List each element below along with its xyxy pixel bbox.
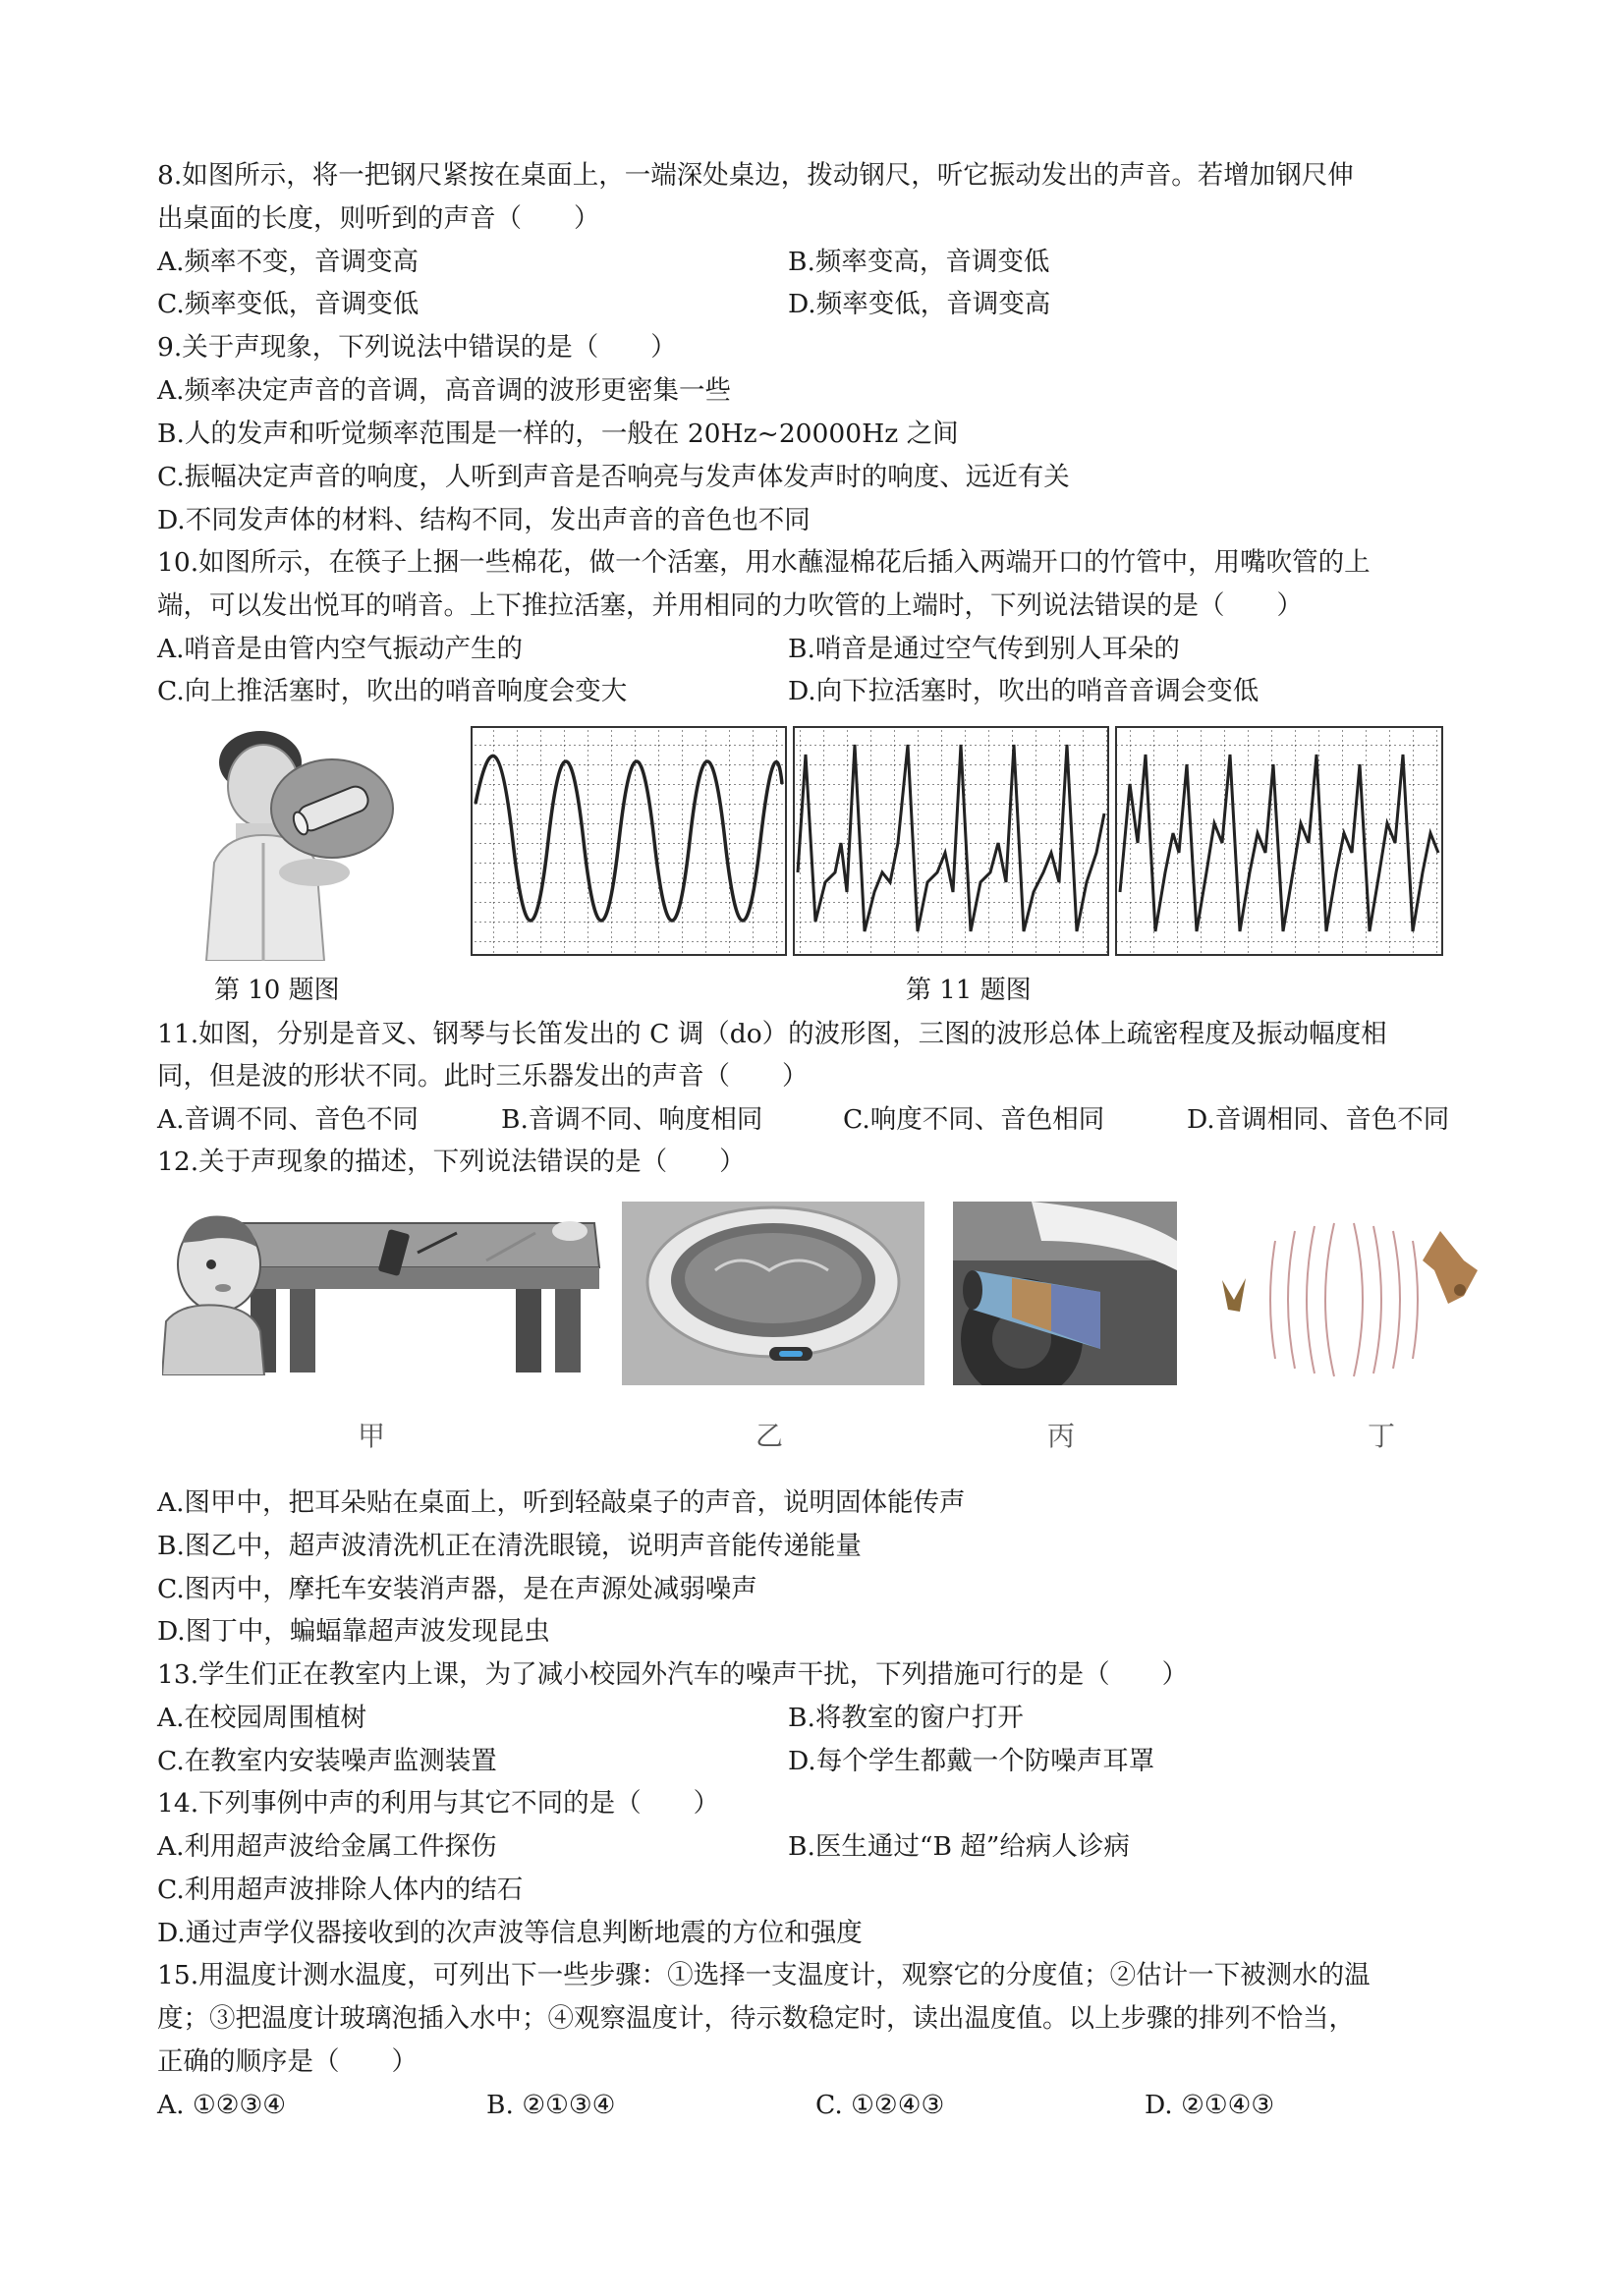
q8-option-c: C.频率变低，音调变低 bbox=[157, 289, 420, 319]
q14-stem: 14.下列事例中声的利用与其它不同的是（ ） bbox=[157, 1788, 720, 1819]
q14-option-d: D.通过声学仪器接收到的次声波等信息判断地震的方位和强度 bbox=[157, 1918, 863, 1948]
q12-figure-label-yi: 乙 bbox=[756, 1420, 784, 1452]
q12-option-a: A.图甲中，把耳朵贴在桌面上，听到轻敲桌子的声音，说明固体能传声 bbox=[157, 1487, 966, 1518]
q12-figure-label-ding: 丁 bbox=[1368, 1420, 1396, 1452]
q11-option-c: C.响度不同、音色相同 bbox=[843, 1104, 1105, 1135]
q11-option-a: A.音调不同、音色不同 bbox=[157, 1104, 420, 1135]
q10-option-b: B.哨音是通过空气传到别人耳朵的 bbox=[788, 634, 1180, 664]
q12-option-b: B.图乙中，超声波清洗机正在清洗眼镜，说明声音能传递能量 bbox=[157, 1531, 862, 1561]
q14-option-a: A.利用超声波给金属工件探伤 bbox=[157, 1831, 497, 1862]
q15-option-d: D. ②①④③ bbox=[1145, 2090, 1275, 2120]
q12-option-d: D.图丁中，蝙蝠靠超声波发现昆虫 bbox=[157, 1616, 550, 1647]
waveform-piano-panel bbox=[794, 727, 1108, 955]
q9-option-a: A.频率决定声音的音调，高音调的波形更密集一些 bbox=[157, 375, 732, 406]
q13-option-a: A.在校园周围植树 bbox=[157, 1703, 367, 1733]
q10-figure-whistle bbox=[196, 725, 398, 961]
q15-option-c: C. ①②④③ bbox=[815, 2090, 945, 2120]
q9-option-d: D.不同发声体的材料、结构不同，发出声音的音色也不同 bbox=[157, 505, 811, 535]
q15-option-b: B. ②①③④ bbox=[486, 2090, 616, 2120]
q15-stem-line3: 正确的顺序是（ ） bbox=[157, 2046, 418, 2077]
q8-option-a: A.频率不变，音调变高 bbox=[157, 247, 420, 277]
q15-stem-line1: 15.用温度计测水温度，可列出下一些步骤：①选择一支温度计，观察它的分度值；②估计一下被测水的温 bbox=[157, 1960, 1371, 1990]
q10-figure-caption: 第 10 题图 bbox=[214, 976, 340, 1005]
q11-figure-caption: 第 11 题图 bbox=[906, 976, 1032, 1005]
q11-stem-line2: 同，但是波的形状不同。此时三乐器发出的声音（ ） bbox=[157, 1061, 809, 1092]
q10-option-d: D.向下拉活塞时，吹出的哨音音调会变低 bbox=[788, 676, 1259, 706]
q12-figure-label-bing: 丙 bbox=[1047, 1420, 1076, 1452]
q12-stem: 12.关于声现象的描述，下列说法错误的是（ ） bbox=[157, 1147, 746, 1177]
q12-figure-bing-muffler bbox=[953, 1202, 1177, 1385]
q11-option-d: D.音调相同、音色不同 bbox=[1187, 1104, 1450, 1135]
q8-option-d: D.频率变低，音调变高 bbox=[788, 289, 1051, 319]
q8-stem-line2: 出桌面的长度，则听到的声音（ ） bbox=[157, 203, 600, 234]
q13-option-c: C.在教室内安装噪声监测装置 bbox=[157, 1746, 497, 1776]
q13-stem: 13.学生们正在教室内上课，为了减小校园外汽车的噪声干扰，下列措施可行的是（ ） bbox=[157, 1659, 1189, 1690]
q9-stem: 9.关于声现象，下列说法中错误的是（ ） bbox=[157, 332, 677, 363]
q11-stem-line1: 11.如图，分别是音叉、钢琴与长笛发出的 C 调（do）的波形图，三图的波形总体上疏密程度及振动幅度相 bbox=[157, 1019, 1387, 1049]
q8-option-b: B.频率变高，音调变低 bbox=[788, 247, 1050, 277]
q9-option-b: B.人的发声和听觉频率范围是一样的，一般在 20Hz~20000Hz 之间 bbox=[157, 419, 959, 449]
q15-stem-line2: 度；③把温度计玻璃泡插入水中；④观察温度计，待示数稳定时，读出温度值。以上步骤的排列不恰当， bbox=[157, 2003, 1355, 2034]
q13-option-d: D.每个学生都戴一个防噪声耳罩 bbox=[788, 1746, 1155, 1776]
waveform-flute-panel bbox=[1116, 727, 1442, 955]
q10-option-c: C.向上推活塞时，吹出的哨音响度会变大 bbox=[157, 676, 628, 706]
waveform-tuning-fork-panel bbox=[472, 727, 786, 955]
q12-figure-yi-ultrasonic-cleaner bbox=[622, 1202, 924, 1385]
q14-option-b: B.医生通过“B 超”给病人诊病 bbox=[788, 1831, 1130, 1862]
q8-stem-line1: 8.如图所示，将一把钢尺紧按在桌面上，一端深处桌边，拨动钢尺，听它振动发出的声音。若增加钢尺伸 bbox=[157, 160, 1354, 191]
q11-option-b: B.音调不同、响度相同 bbox=[501, 1104, 763, 1135]
q10-stem-line2: 端，可以发出悦耳的哨音。上下推拉活塞，并用相同的力吹管的上端时，下列说法错误的是（ ） bbox=[157, 590, 1303, 621]
q13-option-b: B.将教室的窗户打开 bbox=[788, 1703, 1024, 1733]
q14-option-c: C.利用超声波排除人体内的结石 bbox=[157, 1875, 524, 1905]
q10-stem-line1: 10.如图所示，在筷子上捆一些棉花，做一个活塞，用水蘸湿棉花后插入两端开口的竹管中，用嘴吹管的上 bbox=[157, 547, 1371, 578]
q11-figure-waveforms bbox=[470, 725, 1444, 959]
q12-figure-ding-bat bbox=[1206, 1202, 1482, 1385]
q12-figure-label-jia: 甲 bbox=[358, 1420, 386, 1452]
q9-option-c: C.振幅决定声音的响度，人听到声音是否响亮与发声体发声时的响度、远近有关 bbox=[157, 462, 1070, 492]
q15-option-a: A. ①②③④ bbox=[157, 2090, 287, 2120]
q12-option-c: C.图丙中，摩托车安装消声器，是在声源处减弱噪声 bbox=[157, 1574, 757, 1604]
q10-option-a: A.哨音是由管内空气振动产生的 bbox=[157, 634, 524, 664]
q12-figure-jia-desk bbox=[162, 1204, 604, 1375]
